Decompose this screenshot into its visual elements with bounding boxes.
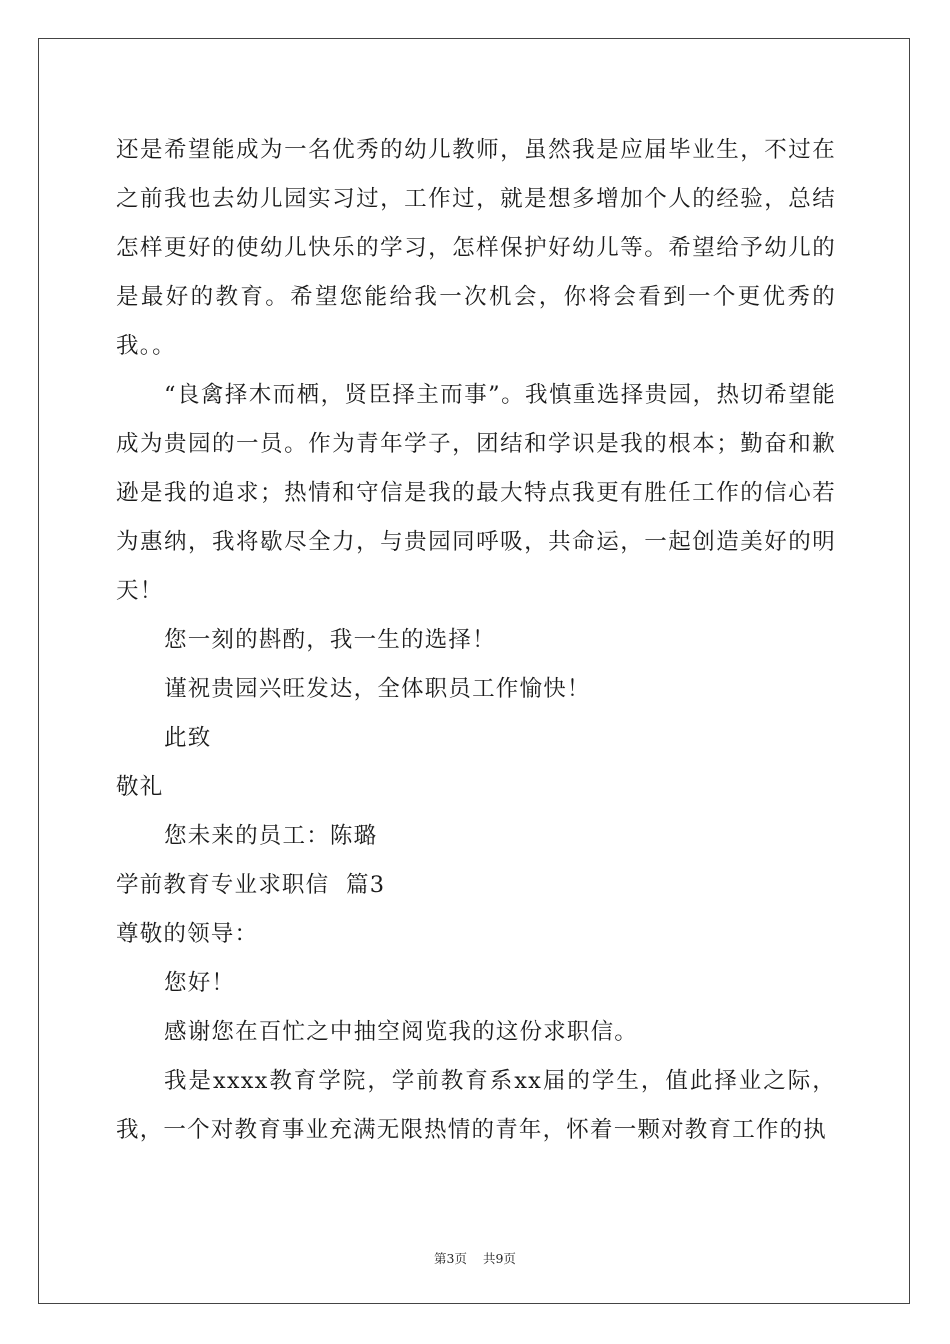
- document-body: [116, 126, 836, 1155]
- paragraph-4: 谨祝贵园兴旺发达，全体职员工作愉快！: [164, 676, 591, 702]
- page-number: 第3页: [434, 1251, 467, 1266]
- section-heading: 学前教育专业求职信 篇3: [116, 872, 386, 898]
- paragraph-intro: 我是xxxx教育学院，学前教育系xx届的学生，值此择业之际，我，一个对教育事业充满无限热情的青年，怀着一颗对教育工作的执: [116, 1068, 836, 1143]
- page-total: 共9页: [482, 1251, 516, 1266]
- page-footer: [0, 1249, 950, 1267]
- closing-salutation: 此致: [164, 725, 212, 751]
- paragraph-3: 您一刻的斟酌，我一生的选择！: [164, 627, 496, 653]
- paragraph-thanks: 感谢您在百忙之中抽空阅览我的这份求职信。: [164, 1019, 639, 1045]
- greeting-recipient: 尊敬的领导：: [116, 921, 259, 947]
- closing-respect: 敬礼: [116, 774, 164, 800]
- greeting-hello: 您好！: [164, 970, 236, 996]
- paragraph-1: 还是希望能成为一名优秀的幼儿教师，虽然我是应届毕业生，不过在之前我也去幼儿园实习过，工作过，就是想多增加个人的经验，总结怎样更好的使幼儿快乐的学习，怎样保护好幼儿等。希望给予幼儿的是最好的教育。希望您能给我一次机会，你将会看到一个更优秀的我。。: [116, 137, 836, 359]
- paragraph-2: “良禽择木而栖，贤臣择主而事”。我慎重选择贵园，热切希望能成为贵园的一员。作为青年学子，团结和学识是我的根本；勤奋和歉逊是我的追求；热情和守信是我的最大特点我更有胜任工作的信心若为惠纳，我将歇尽全力，与贵园同呼吸，共命运，一起创造美好的明天！: [116, 382, 836, 604]
- signature-line: 您未来的员工：陈璐: [164, 823, 378, 849]
